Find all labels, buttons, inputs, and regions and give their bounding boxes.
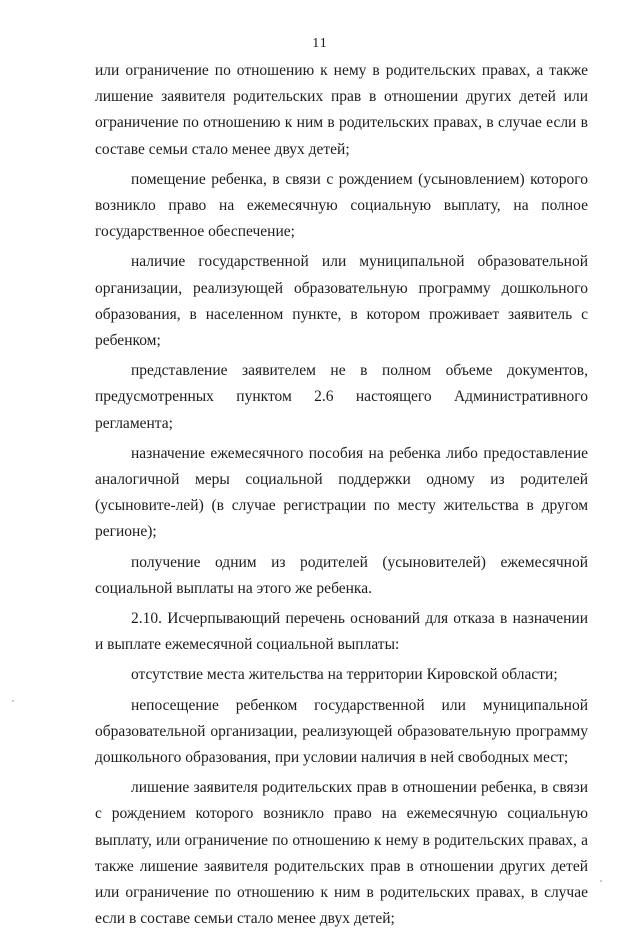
paragraph: непосещение ребенком государственной или муниципальной образовательной организации, реализующей образовательную программу дошкольного образования, при условии наличия в ней свободных мест;: [95, 696, 588, 767]
scan-speck: [600, 880, 602, 882]
paragraph: получение одним из родителей (усыновителей) ежемесячной социальной выплаты на этого же ребенка.: [95, 553, 588, 597]
paragraph: наличие государственной или муниципальной образовательной организации, реализующей образовательную программу дошкольного образования, в населенном пункте, в котором проживает заявитель с ребенком;: [95, 253, 588, 350]
paragraph: отсутствие места жительства на территории Кировской области;: [131, 666, 558, 684]
page-number: 11: [312, 36, 328, 51]
paragraph: или ограничение по отношению к нему в родительских правах, а также лишение заявителя родительских прав в отношении других детей или ограничение по отношению к ним в родительских правах, в случае если в составе семьи стало менее двух детей;: [95, 62, 588, 158]
paragraph: 2.10. Исчерпывающий перечень оснований для отказа в назначении и выплате ежемесячной социальной выплаты:: [95, 610, 588, 654]
paragraph: представление заявителем не в полном объеме документов, предусмотренных пунктом 2.6 настоящего Административного регламента;: [95, 362, 588, 432]
paragraph: лишение заявителя родительских прав в отношении ребенка, в связи с рождением которого возникло право на ежемесячную социальную выплату, или ограничение по отношению к нему в родительских правах, а также лишение заявителя родительских прав в отношении других детей или ограничение по отношению к ним в родительских правах, в случае если в составе семьи стало менее двух детей;: [95, 779, 588, 928]
paragraph: помещение ребенка, в связи с рождением (усыновлением) которого возникло право на ежемесячную социальную выплату, на полное государственное обеспечение;: [95, 170, 588, 241]
paragraph: назначение ежемесячного пособия на ребенка либо предоставление аналогичной меры социальной поддержки одному из родителей (усыновите-лей) (в случае регистрации по месту жительства в другом регионе);: [95, 444, 588, 541]
document-body: [95, 58, 588, 937]
scan-speck: [12, 700, 14, 702]
